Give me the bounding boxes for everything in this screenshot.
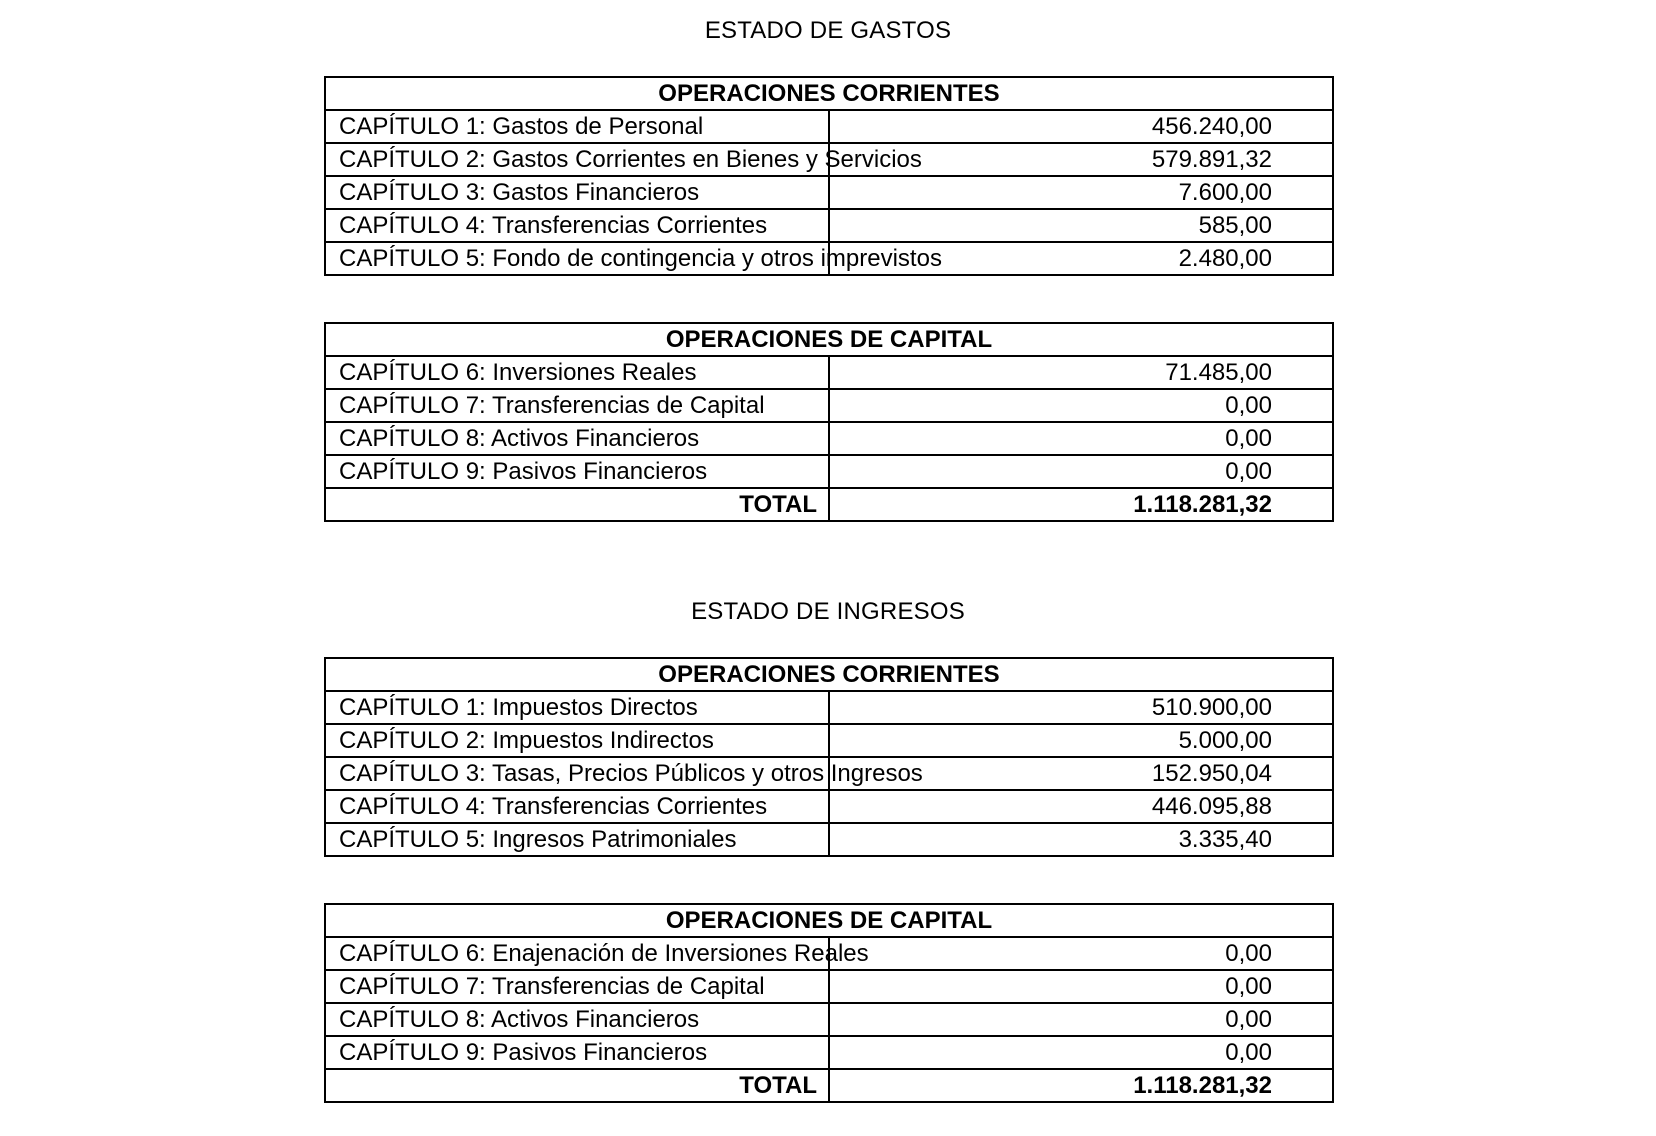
table-row [325,970,1333,1003]
table-header-row [325,323,1333,356]
row-label: CAPÍTULO 8: Activos Financieros [325,422,829,455]
table-row [325,724,1333,757]
table-row [325,455,1333,488]
row-label: CAPÍTULO 7: Transferencias de Capital [325,389,829,422]
ingresos-title: ESTADO DE INGRESOS [691,598,965,625]
row-amount: 2.480,00 [829,242,1333,275]
row-amount: 456.240,00 [829,110,1333,143]
ingresos-corrientes-header: OPERACIONES CORRIENTES [325,658,1333,691]
row-label: CAPÍTULO 1: Gastos de Personal [325,110,829,143]
table-row [325,1036,1333,1069]
table-header-row [325,658,1333,691]
row-amount: 579.891,32 [829,143,1333,176]
total-amount: 1.118.281,32 [829,488,1333,521]
row-label: CAPÍTULO 4: Transferencias Corrientes [325,790,829,823]
table-row [325,356,1333,389]
row-amount: 0,00 [829,1036,1333,1069]
row-amount: 3.335,40 [829,823,1333,856]
row-label: CAPÍTULO 9: Pasivos Financieros [325,455,829,488]
row-amount: 585,00 [829,209,1333,242]
row-amount: 7.600,00 [829,176,1333,209]
table-row [325,242,1333,275]
table-row [325,176,1333,209]
table-row [325,143,1333,176]
total-label: TOTAL [325,488,829,521]
ingresos-capital-header: OPERACIONES DE CAPITAL [325,904,1333,937]
ingresos-corrientes-table [324,657,1334,857]
row-amount: 5.000,00 [829,724,1333,757]
table-row [325,422,1333,455]
row-label: CAPÍTULO 3: Gastos Financieros [325,176,829,209]
row-amount: 0,00 [829,937,1333,970]
gastos-corrientes-table [324,76,1334,276]
row-label: CAPÍTULO 4: Transferencias Corrientes [325,209,829,242]
row-label: CAPÍTULO 5: Fondo de contingencia y otros imprevistos [325,242,829,275]
gastos-capital-table [324,322,1334,522]
row-label: CAPÍTULO 9: Pasivos Financieros [325,1036,829,1069]
table-row [325,937,1333,970]
total-row [325,488,1333,521]
total-amount: 1.118.281,32 [829,1069,1333,1102]
row-label: CAPÍTULO 2: Impuestos Indirectos [325,724,829,757]
gastos-capital-header: OPERACIONES DE CAPITAL [325,323,1333,356]
table-row [325,389,1333,422]
gastos-corrientes-header: OPERACIONES CORRIENTES [325,77,1333,110]
table-row [325,757,1333,790]
total-label: TOTAL [325,1069,829,1102]
table-row [325,790,1333,823]
row-amount: 0,00 [829,389,1333,422]
row-label: CAPÍTULO 5: Ingresos Patrimoniales [325,823,829,856]
row-label: CAPÍTULO 6: Enajenación de Inversiones Reales [325,937,829,970]
row-amount: 71.485,00 [829,356,1333,389]
ingresos-capital-table [324,903,1334,1103]
gastos-title: ESTADO DE GASTOS [704,17,952,44]
row-amount: 0,00 [829,422,1333,455]
table-row [325,1003,1333,1036]
row-amount: 446.095,88 [829,790,1333,823]
row-label: CAPÍTULO 7: Transferencias de Capital [325,970,829,1003]
row-label: CAPÍTULO 6: Inversiones Reales [325,356,829,389]
table-row [325,209,1333,242]
row-label: CAPÍTULO 3: Tasas, Precios Públicos y otros Ingresos [325,757,829,790]
row-amount: 0,00 [829,970,1333,1003]
table-header-row [325,77,1333,110]
row-label: CAPÍTULO 8: Activos Financieros [325,1003,829,1036]
table-row [325,691,1333,724]
table-header-row [325,904,1333,937]
row-amount: 510.900,00 [829,691,1333,724]
table-row [325,823,1333,856]
row-amount: 152.950,04 [829,757,1333,790]
row-amount: 0,00 [829,1003,1333,1036]
table-row [325,110,1333,143]
row-label: CAPÍTULO 2: Gastos Corrientes en Bienes y Servicios [325,143,829,176]
row-label: CAPÍTULO 1: Impuestos Directos [325,691,829,724]
row-amount: 0,00 [829,455,1333,488]
total-row [325,1069,1333,1102]
